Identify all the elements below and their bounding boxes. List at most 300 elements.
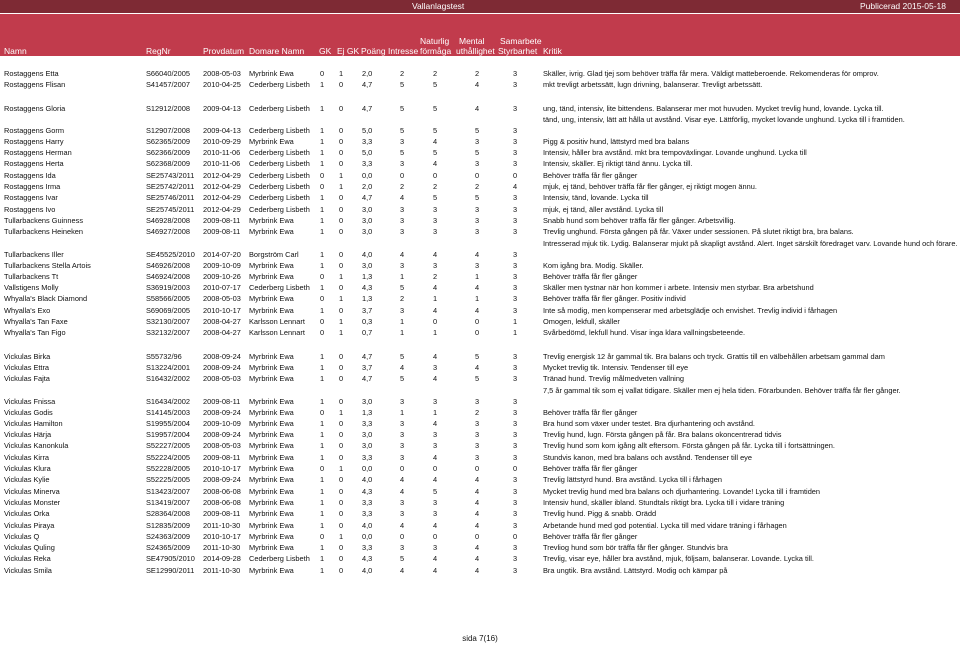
cell-domare: Myrbrink Ewa (249, 351, 294, 361)
cell-gk: 1 (319, 227, 325, 237)
cell-mental: 0 (474, 317, 480, 327)
cell-gk: 1 (319, 193, 325, 203)
cell-ejgk: 1 (338, 182, 344, 192)
cell-gk: 1 (319, 136, 325, 146)
cell-intresse: 0 (399, 170, 405, 180)
cell-regnr: S19955/2004 (146, 418, 190, 428)
cell-kritik: mjuk, ej tänd, äller avstånd. Lycka till (543, 204, 664, 214)
table-row (0, 486, 960, 497)
header-kritik: Kritik (543, 46, 562, 56)
cell-datum: 2009-08-11 (203, 227, 241, 237)
cell-naturlig: 2 (432, 69, 438, 78)
cell-gk: 0 (319, 317, 325, 327)
cell-poang: 0,0 (362, 464, 373, 474)
cell-intresse: 2 (399, 182, 405, 192)
cell-domare: Myrbrink Ewa (249, 271, 294, 281)
cell-samarbete: 3 (512, 362, 518, 372)
cell-intresse: 5 (399, 103, 405, 113)
cell-intresse: 4 (399, 486, 405, 496)
cell-regnr: S14145/2003 (146, 407, 190, 417)
cell-mental: 5 (474, 193, 480, 203)
cell-datum: 2008-04-27 (203, 317, 241, 327)
cell-naturlig: 2 (432, 182, 438, 192)
cell-ejgk: 0 (338, 260, 344, 270)
cell-kritik: Mycket trevlig hund med bra balans och djurhantering. Lovande! Lycka till i framtiden (543, 486, 821, 496)
cell-gk: 1 (319, 418, 325, 428)
cell-domare: Myrbrink Ewa (249, 215, 294, 225)
results-table (0, 68, 960, 576)
cell-namn: Vickulas Reka (4, 554, 51, 564)
cell-regnr: S52225/2005 (146, 475, 190, 485)
table-row (0, 316, 960, 327)
cell-regnr: S52228/2005 (146, 464, 190, 474)
cell-naturlig: 4 (432, 249, 438, 259)
cell-regnr: S46928/2008 (146, 215, 190, 225)
cell-domare: Cederberg Lisbeth (249, 103, 310, 113)
cell-namn: Rostaggens Ivo (4, 204, 56, 214)
cell-naturlig: 4 (432, 452, 438, 462)
cell-gk: 1 (319, 486, 325, 496)
cell-namn: Tullarbackens Stella Artois (4, 260, 91, 270)
cell-samarbete: 3 (512, 148, 518, 158)
cell-mental: 3 (474, 204, 480, 214)
cell-namn: Rostaggens Irma (4, 182, 61, 192)
cell-gk: 1 (319, 215, 325, 225)
cell-gk: 1 (319, 159, 325, 169)
cell-naturlig: 3 (432, 215, 438, 225)
table-row (0, 351, 960, 362)
cell-naturlig: 4 (432, 418, 438, 428)
cell-naturlig: 3 (432, 260, 438, 270)
cell-samarbete: 3 (512, 159, 518, 169)
cell-mental: 4 (474, 283, 480, 293)
cell-poang: 3,3 (362, 418, 373, 428)
cell-domare: Myrbrink Ewa (249, 565, 294, 575)
cell-samarbete: 3 (512, 125, 518, 135)
cell-mental: 0 (474, 328, 480, 338)
cell-poang: 4,3 (362, 554, 373, 564)
cell-kritik: Intresserad mjuk tik. Lydig. Balanserar mjukt på skapligt avstånd. Alert. Inget särskilt föredraget varv. Lovande hund och förare. (543, 238, 958, 248)
cell-domare: Karlsson Lennart (249, 328, 305, 338)
cell-mental: 0 (474, 464, 480, 474)
cell-datum: 2010-10-17 (203, 305, 241, 315)
header-intresse: Intresse (388, 46, 419, 56)
cell-ejgk: 1 (338, 328, 344, 338)
cell-ejgk: 0 (338, 136, 344, 146)
cell-intresse: 3 (399, 159, 405, 169)
cell-kritik: Tränad hund. Trevlig målmedveten vallning (543, 374, 685, 384)
cell-ejgk: 1 (338, 69, 344, 78)
cell-mental: 4 (474, 565, 480, 575)
cell-intresse: 3 (399, 418, 405, 428)
cell-kritik: Trevliog hund som bör träffa får fler gånger. Stundvis bra (543, 543, 728, 553)
cell-mental: 4 (474, 554, 480, 564)
cell-samarbete: 3 (512, 486, 518, 496)
cell-poang: 1,3 (362, 294, 373, 304)
table-row (0, 271, 960, 282)
cell-regnr: S16432/2002 (146, 374, 190, 384)
cell-regnr: SE25743/2011 (146, 170, 195, 180)
cell-regnr: S28364/2008 (146, 509, 190, 519)
cell-domare: Myrbrink Ewa (249, 418, 294, 428)
cell-kritik: Trevlig hund. Pigg & snabb. Orädd (543, 509, 657, 519)
row-gap (0, 91, 960, 103)
cell-regnr: S12835/2009 (146, 520, 190, 530)
cell-intresse: 0 (399, 464, 405, 474)
table-row (0, 440, 960, 451)
cell-regnr: S19957/2004 (146, 430, 190, 440)
cell-gk: 1 (319, 125, 325, 135)
cell-poang: 4,7 (362, 374, 373, 384)
cell-kritik: Arbetande hund med god potential. Lycka till med vidare träning i fårhagen (543, 520, 787, 530)
header-regnr: RegNr (146, 46, 171, 56)
cell-kritik: Intensiv, skäller. Ej riktigt tänd ännu. Lycka till. (543, 159, 693, 169)
cell-naturlig: 4 (432, 475, 438, 485)
cell-domare: Karlsson Lennart (249, 317, 305, 327)
cell-regnr: S55732/96 (146, 351, 182, 361)
cell-samarbete: 3 (512, 271, 518, 281)
cell-mental: 3 (474, 441, 480, 451)
published-date: Publicerad 2015-05-18 (859, 1, 946, 11)
cell-regnr: S69069/2005 (146, 305, 190, 315)
cell-naturlig: 4 (432, 159, 438, 169)
cell-gk: 1 (319, 283, 325, 293)
cell-mental: 5 (474, 351, 480, 361)
cell-intresse: 4 (399, 193, 405, 203)
cell-gk: 1 (319, 497, 325, 507)
cell-samarbete: 3 (512, 283, 518, 293)
cell-gk: 1 (319, 80, 325, 90)
cell-regnr: S62365/2009 (146, 136, 190, 146)
cell-mental: 1 (474, 294, 480, 304)
cell-ejgk: 0 (338, 283, 344, 293)
cell-domare: Cederberg Lisbeth (249, 283, 310, 293)
cell-namn: Rostaggens Herman (4, 148, 72, 158)
cell-naturlig: 3 (432, 497, 438, 507)
cell-samarbete: 3 (512, 294, 518, 304)
cell-gk: 0 (319, 294, 325, 304)
cell-poang: 3,7 (362, 362, 373, 372)
cell-namn: Tullarbackens Iller (4, 249, 64, 259)
cell-namn: Tullarbackens Guinness (4, 215, 84, 225)
cell-datum: 2008-06-08 (203, 497, 241, 507)
cell-intresse: 3 (399, 497, 405, 507)
cell-ejgk: 0 (338, 475, 344, 485)
cell-poang: 1,3 (362, 407, 373, 417)
cell-poang: 4,0 (362, 565, 373, 575)
cell-mental: 0 (474, 170, 480, 180)
cell-ejgk: 0 (338, 441, 344, 451)
cell-intresse: 3 (399, 396, 405, 406)
cell-poang: 1,3 (362, 271, 373, 281)
cell-naturlig: 4 (432, 351, 438, 361)
table-row (0, 181, 960, 192)
cell-namn: Rostaggens Ida (4, 170, 56, 180)
cell-kritik: Behöver träffa får fler gånger (543, 464, 638, 474)
cell-regnr: S58566/2005 (146, 294, 190, 304)
cell-gk: 1 (319, 260, 325, 270)
cell-datum: 2009-10-26 (203, 271, 241, 281)
cell-poang: 3,7 (362, 305, 373, 315)
cell-poang: 4,0 (362, 520, 373, 530)
cell-naturlig: 4 (432, 565, 438, 575)
cell-datum: 2010-10-17 (203, 464, 241, 474)
cell-namn: Whyalla's Tan Figo (4, 328, 66, 338)
cell-ejgk: 0 (338, 374, 344, 384)
cell-ejgk: 0 (338, 565, 344, 575)
cell-regnr: S62366/2009 (146, 148, 190, 158)
cell-ejgk: 0 (338, 103, 344, 113)
cell-mental: 4 (474, 249, 480, 259)
cell-regnr: S41457/2007 (146, 80, 190, 90)
cell-domare: Cederberg Lisbeth (249, 80, 310, 90)
cell-poang: 3,0 (362, 204, 373, 214)
cell-mental: 2 (474, 407, 480, 417)
cell-domare: Myrbrink Ewa (249, 305, 294, 315)
cell-datum: 2008-05-03 (203, 69, 241, 78)
cell-mental: 3 (474, 452, 480, 462)
cell-namn: Rostaggens Etta (4, 69, 59, 78)
cell-intresse: 1 (399, 317, 405, 327)
document-title: Vallanlagstest (412, 1, 465, 11)
cell-samarbete: 3 (512, 351, 518, 361)
cell-ejgk: 0 (338, 418, 344, 428)
cell-intresse: 4 (399, 520, 405, 530)
cell-namn: Rostaggens Flisan (4, 80, 66, 90)
cell-ejgk: 1 (338, 170, 344, 180)
cell-naturlig: 5 (432, 486, 438, 496)
cell-gk: 1 (319, 565, 325, 575)
cell-datum: 2010-10-17 (203, 531, 241, 541)
table-row (0, 385, 960, 407)
cell-samarbete: 3 (512, 260, 518, 270)
cell-kritik: Trevlig hund som kom igång allt eftersom. Första gången på får. Lycka till i fortsättningen. (543, 441, 835, 451)
cell-ejgk: 1 (338, 317, 344, 327)
cell-datum: 2008-09-24 (203, 475, 241, 485)
cell-kritik: Skäller men tystnar när hon kommer i arbete. Intensiv men styrbar. Bra arbetshund (543, 283, 814, 293)
cell-samarbete: 3 (512, 554, 518, 564)
cell-kritik: Trevlig hund, lugn. Första gången på får. Bra balans okoncentrerad tidvis (543, 430, 782, 440)
cell-domare: Myrbrink Ewa (249, 441, 294, 451)
cell-datum: 2009-08-11 (203, 509, 241, 519)
cell-ejgk: 0 (338, 543, 344, 553)
cell-datum: 2009-10-09 (203, 260, 241, 270)
cell-mental: 4 (474, 543, 480, 553)
table-row (0, 531, 960, 542)
table-row (0, 553, 960, 564)
cell-kritik: Intensiv hund, skäller ibland. Stundtals riktigt bra. Lycka till i vidare träning (543, 497, 785, 507)
cell-naturlig: 3 (432, 430, 438, 440)
header-ejgk: Ej GK (337, 46, 360, 56)
cell-domare: Cederberg Lisbeth (249, 554, 310, 564)
cell-kritik: Intensiv, håller bra avstånd. mkt bra tempoväxlingar. Lovande unghund. Lycka till (543, 148, 807, 158)
header-domare: Domare Namn (249, 46, 305, 56)
cell-datum: 2008-04-27 (203, 328, 241, 338)
cell-kritik: Kom igång bra. Modig. Skäller. (543, 260, 644, 270)
cell-mental: 3 (474, 215, 480, 225)
cell-mental: 4 (474, 80, 480, 90)
cell-kritik: Stundvis kanon, med bra balans och avstånd. Tendenser till eye (543, 452, 752, 462)
cell-intresse: 4 (399, 362, 405, 372)
cell-ejgk: 0 (338, 497, 344, 507)
cell-kritik: mjuk, ej tänd, behöver träffa får fler gånger, ej riktigt mogen ännu. (543, 182, 757, 192)
cell-poang: 5,0 (362, 125, 373, 135)
cell-intresse: 5 (399, 351, 405, 361)
cell-naturlig: 2 (432, 271, 438, 281)
cell-gk: 0 (319, 531, 325, 541)
cell-datum: 2012-04-29 (203, 193, 241, 203)
cell-intresse: 3 (399, 136, 405, 146)
cell-gk: 1 (319, 148, 325, 158)
cell-intresse: 2 (399, 69, 405, 78)
cell-kritik: Behöver träffa får fler gånger (543, 407, 638, 417)
cell-datum: 2008-05-03 (203, 441, 241, 451)
cell-kritik: Behöver träffa får fler gånger (543, 531, 638, 541)
cell-ejgk: 0 (338, 215, 344, 225)
cell-kritik: Snabb hund som behöver träffa får fler gånger. Arbetsvillig. (543, 215, 736, 225)
cell-regnr: S36919/2003 (146, 283, 190, 293)
cell-samarbete: 3 (512, 543, 518, 553)
cell-ejgk: 1 (338, 271, 344, 281)
cell-intresse: 3 (399, 543, 405, 553)
cell-gk: 0 (319, 328, 325, 338)
cell-datum: 2014-07-20 (203, 249, 241, 259)
cell-namn: Rostaggens Herta (4, 159, 64, 169)
cell-ejgk: 1 (338, 294, 344, 304)
cell-poang: 4,7 (362, 351, 373, 361)
cell-domare: Cederberg Lisbeth (249, 159, 310, 169)
cell-kritik: Bra ungtik. Bra avstånd. Lättstyrd. Modig och kämpar på (543, 565, 728, 575)
cell-poang: 4,0 (362, 249, 373, 259)
cell-datum: 2009-04-13 (203, 125, 241, 135)
cell-mental: 4 (474, 305, 480, 315)
cell-regnr: S24365/2009 (146, 543, 190, 553)
cell-mental: 3 (474, 430, 480, 440)
cell-datum: 2011-10-30 (203, 520, 241, 530)
cell-regnr: SE25742/2011 (146, 182, 195, 192)
cell-naturlig: 3 (432, 543, 438, 553)
cell-intresse: 4 (399, 249, 405, 259)
page-number: sida 7(16) (462, 634, 498, 643)
table-row (0, 215, 960, 226)
cell-kritik: Behöver träffa får fler gånger (543, 271, 638, 281)
cell-intresse: 3 (399, 260, 405, 270)
cell-intresse: 3 (399, 441, 405, 451)
cell-namn: Rostaggens Harry (4, 136, 64, 146)
cell-domare: Myrbrink Ewa (249, 407, 294, 417)
cell-namn: Vickulas Minerva (4, 486, 60, 496)
cell-samarbete: 3 (512, 430, 518, 440)
cell-kritik: Trevlig lättstyrd hund. Bra avstånd. Lycka till i fårhagen (543, 475, 722, 485)
cell-regnr: S12912/2008 (146, 103, 190, 113)
row-gap (0, 339, 960, 351)
cell-gk: 1 (319, 374, 325, 384)
cell-samarbete: 3 (512, 305, 518, 315)
cell-gk: 1 (319, 351, 325, 361)
cell-datum: 2008-05-03 (203, 374, 241, 384)
cell-ejgk: 0 (338, 249, 344, 259)
cell-ejgk: 0 (338, 227, 344, 237)
cell-mental: 3 (474, 260, 480, 270)
cell-datum: 2010-11-06 (203, 148, 241, 158)
table-row (0, 260, 960, 271)
cell-datum: 2008-06-08 (203, 486, 241, 496)
cell-datum: 2014-09-28 (203, 554, 241, 564)
cell-regnr: S66040/2005 (146, 69, 190, 78)
cell-datum: 2008-09-24 (203, 407, 241, 417)
cell-poang: 4,7 (362, 80, 373, 90)
cell-domare: Myrbrink Ewa (249, 294, 294, 304)
cell-domare: Myrbrink Ewa (249, 430, 294, 440)
table-header (0, 14, 960, 56)
cell-domare: Myrbrink Ewa (249, 486, 294, 496)
cell-ejgk: 1 (338, 407, 344, 417)
cell-datum: 2011-10-30 (203, 543, 241, 553)
cell-namn: Vickulas Fnissa (4, 396, 56, 406)
cell-mental: 4 (474, 475, 480, 485)
cell-naturlig: 3 (432, 227, 438, 237)
cell-samarbete: 3 (512, 475, 518, 485)
cell-mental: 4 (474, 103, 480, 113)
cell-regnr: S46924/2008 (146, 271, 190, 281)
cell-domare: Cederberg Lisbeth (249, 125, 310, 135)
cell-mental: 0 (474, 531, 480, 541)
cell-mental: 3 (474, 136, 480, 146)
table-row (0, 192, 960, 203)
cell-ejgk: 0 (338, 80, 344, 90)
table-row (0, 373, 960, 384)
cell-samarbete: 3 (512, 565, 518, 575)
cell-regnr: SE47905/2010 (146, 554, 195, 564)
cell-poang: 3,3 (362, 543, 373, 553)
cell-ejgk: 0 (338, 204, 344, 214)
cell-intresse: 3 (399, 509, 405, 519)
cell-regnr: SE25746/2011 (146, 193, 195, 203)
cell-samarbete: 3 (512, 441, 518, 451)
cell-namn: Rostaggens Ivar (4, 193, 58, 203)
cell-poang: 0,3 (362, 317, 373, 327)
cell-domare: Borgström Carl (249, 249, 299, 259)
cell-naturlig: 3 (432, 441, 438, 451)
table-row (0, 282, 960, 293)
cell-poang: 3,0 (362, 430, 373, 440)
cell-datum: 2010-07-17 (203, 283, 241, 293)
cell-namn: Vickulas Fajta (4, 374, 50, 384)
cell-domare: Myrbrink Ewa (249, 497, 294, 507)
cell-naturlig: 3 (432, 396, 438, 406)
cell-regnr: S46927/2008 (146, 227, 190, 237)
cell-domare: Myrbrink Ewa (249, 509, 294, 519)
cell-intresse: 3 (399, 430, 405, 440)
cell-gk: 1 (319, 441, 325, 451)
cell-datum: 2010-09-29 (203, 136, 241, 146)
cell-ejgk: 1 (338, 531, 344, 541)
cell-gk: 1 (319, 520, 325, 530)
cell-naturlig: 5 (432, 148, 438, 158)
cell-mental: 5 (474, 125, 480, 135)
cell-mental: 4 (474, 362, 480, 372)
cell-samarbete: 3 (512, 136, 518, 146)
cell-datum: 2012-04-29 (203, 204, 241, 214)
cell-datum: 2012-04-29 (203, 182, 241, 192)
table-row (0, 463, 960, 474)
cell-gk: 1 (319, 430, 325, 440)
cell-regnr: S13224/2001 (146, 362, 190, 372)
cell-domare: Myrbrink Ewa (249, 362, 294, 372)
cell-samarbete: 3 (512, 520, 518, 530)
cell-samarbete: 3 (512, 80, 518, 90)
cell-ejgk: 0 (338, 125, 344, 135)
